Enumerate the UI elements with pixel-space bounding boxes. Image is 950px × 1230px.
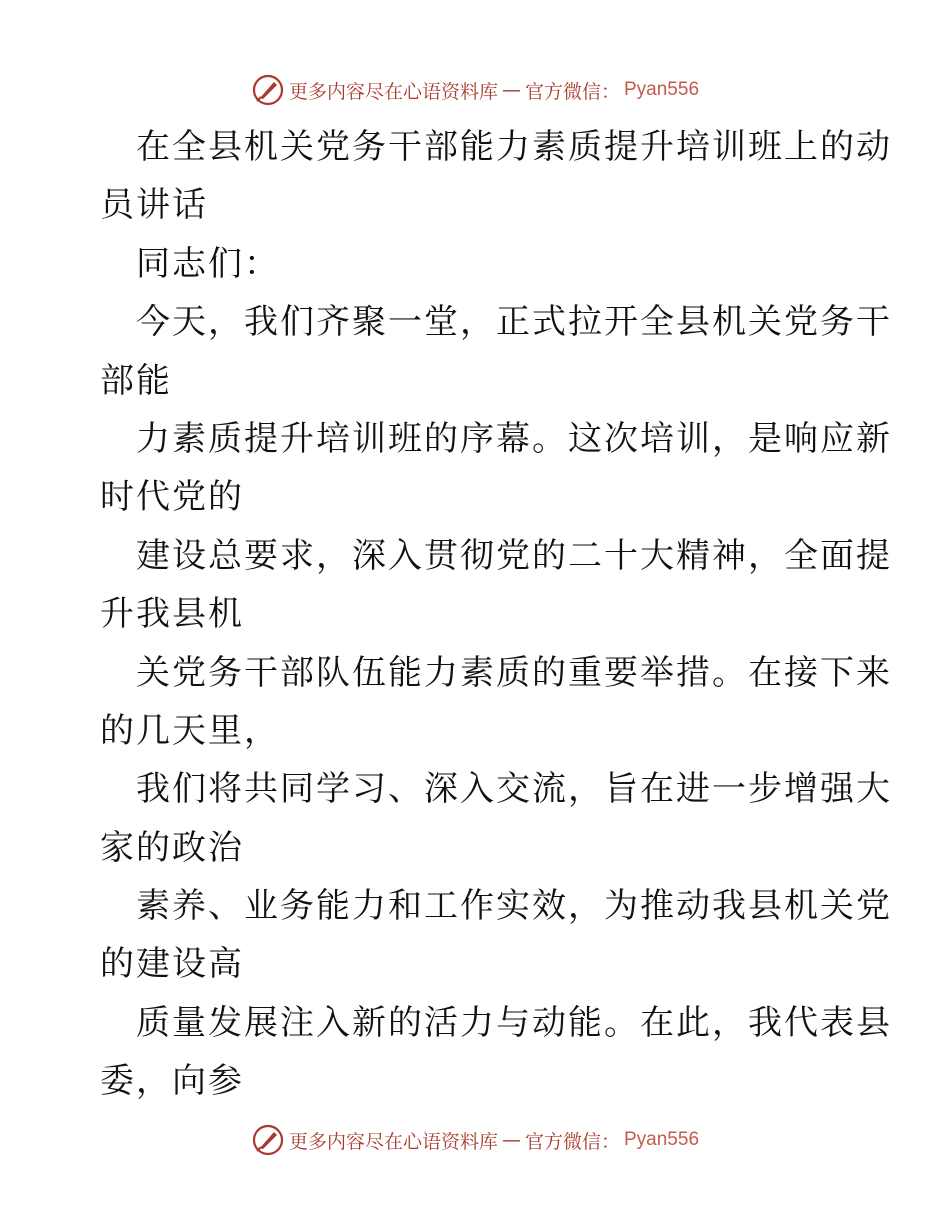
text-line: 的建设高 bbox=[100, 944, 244, 985]
footer-watermark bbox=[0, 1120, 950, 1160]
text-line: 关党务干部队伍能力素质的重要举措。在接下来 bbox=[136, 652, 892, 693]
text-line: 部能 bbox=[100, 360, 172, 401]
text-line: 在全县机关党务干部能力素质提升培训班上的动 bbox=[136, 127, 892, 167]
header-watermark bbox=[0, 70, 950, 110]
text-line: 的几天里， bbox=[100, 710, 280, 751]
watermark-site-text: 更多内容尽在心语资料库 bbox=[288, 1130, 498, 1153]
document-body bbox=[100, 118, 892, 1111]
quill-logo-icon bbox=[251, 73, 285, 107]
text-line: 员讲话 bbox=[100, 185, 208, 226]
text-line: 我们将共同学习、深入交流，旨在进一步增强大 bbox=[136, 769, 892, 810]
text-line: 家的政治 bbox=[100, 827, 244, 868]
text-line: 建设总要求，深入贯彻党的二十大精神，全面提 bbox=[136, 535, 892, 576]
watermark-site-text: 更多内容尽在心语资料库 bbox=[288, 80, 498, 103]
text-line: 素养、业务能力和工作实效，为推动我县机关党 bbox=[136, 886, 892, 927]
text-line: 同志们： bbox=[136, 243, 280, 284]
text-line: 升我县机 bbox=[100, 594, 244, 635]
watermark-label: 官方微信： bbox=[524, 80, 620, 103]
quill-logo-icon bbox=[251, 1123, 285, 1157]
watermark-separator: — bbox=[501, 79, 521, 101]
watermark-label: 官方微信： bbox=[524, 1130, 620, 1153]
text-line: 委，向参 bbox=[100, 1061, 244, 1102]
watermark-separator: — bbox=[501, 1129, 521, 1151]
text-line: 质量发展注入新的活力与动能。在此，我代表县 bbox=[136, 1002, 892, 1043]
text-line: 今天，我们齐聚一堂，正式拉开全县机关党务干 bbox=[136, 302, 892, 343]
watermark-wechat-id: Pyan556 bbox=[624, 1129, 700, 1150]
text-line: 力素质提升培训班的序幕。这次培训，是响应新 bbox=[136, 418, 892, 459]
watermark-wechat-id: Pyan556 bbox=[624, 79, 700, 100]
text-line: 时代党的 bbox=[100, 477, 244, 518]
